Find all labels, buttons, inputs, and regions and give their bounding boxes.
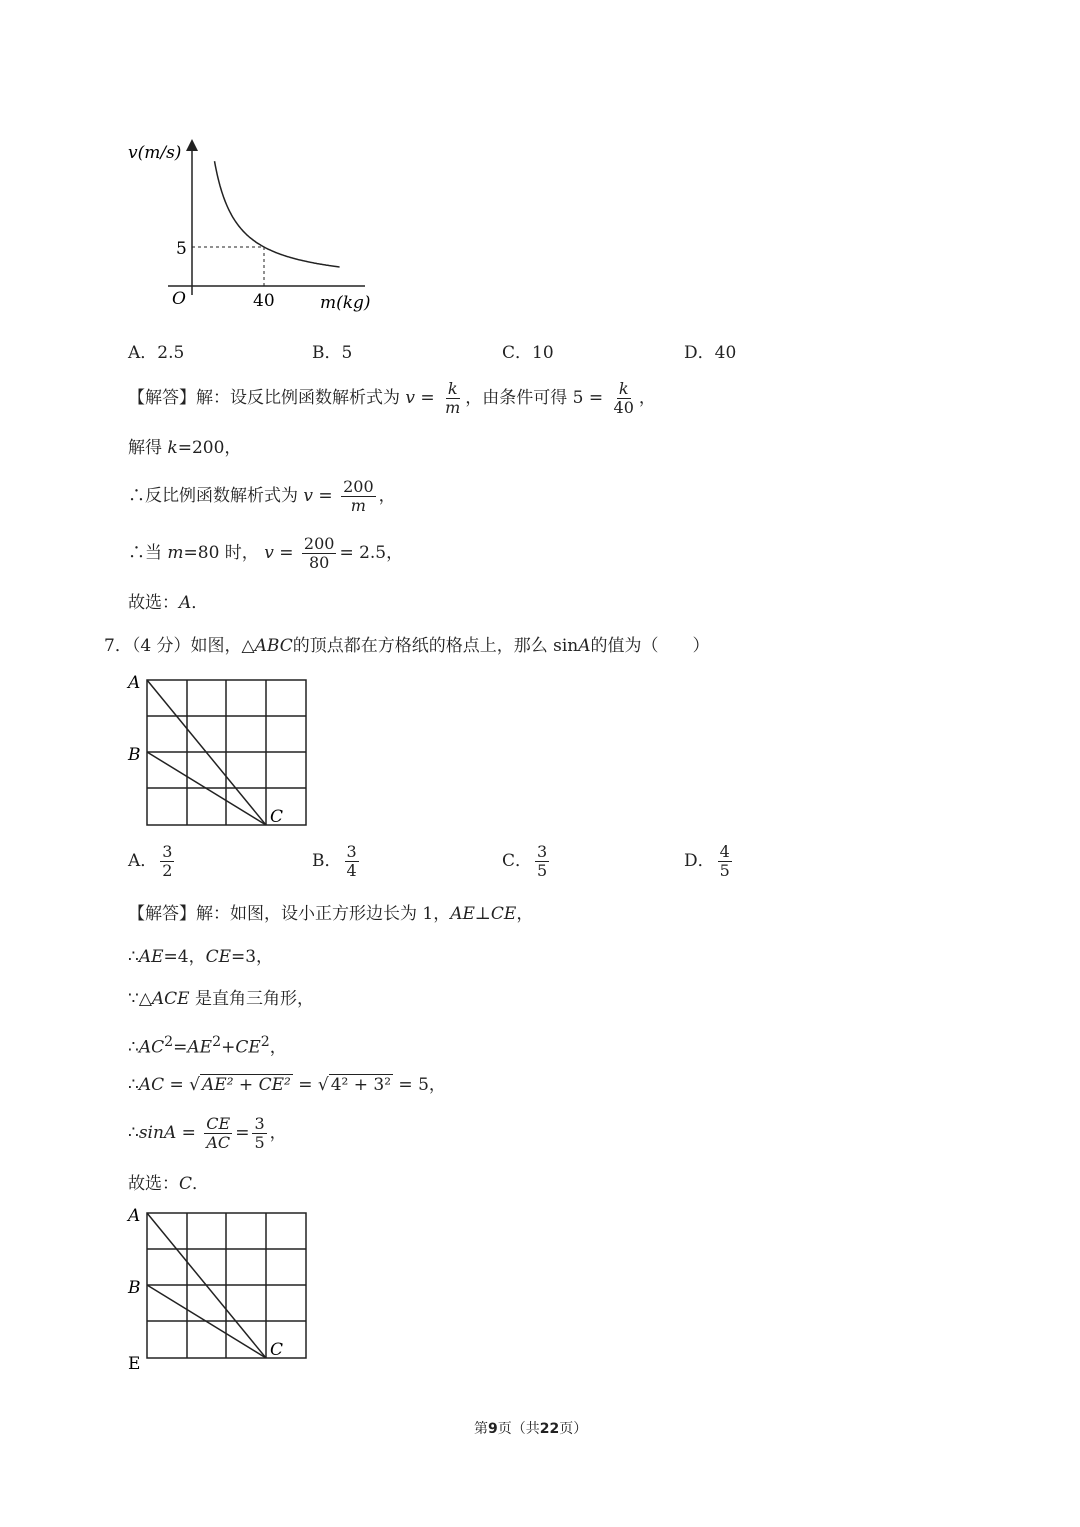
fraction-k-over-40: $\frac{k}{40}$: [613, 379, 634, 417]
option-letter: D．: [684, 343, 715, 363]
q6-solution-line1: 【解答】解：设反比例函数解析式为 v = $\frac{k}{m}$ ，由条件可得 5 = $\frac{k}{40}$ ，: [128, 379, 656, 417]
q6-option-b[interactable]: [312, 338, 352, 363]
option-fraction: $\frac{3}{2}$: [162, 842, 173, 880]
point-a-label: A: [128, 1206, 141, 1226]
q7-solution-line6: ∴sinA = $\frac{CE}{AC}$ = $\frac{3}{5}$ ，: [128, 1114, 287, 1152]
q7-option-c[interactable]: C． $\frac{3}{5}$: [502, 842, 548, 880]
option-letter: A．: [128, 343, 158, 363]
page-footer: 第9页（共22页）: [474, 1421, 588, 1437]
option-value: 40: [714, 343, 737, 363]
option-fraction: $\frac{4}{5}$: [719, 842, 730, 880]
fraction-200-over-m: $\frac{200}{m}$: [343, 477, 374, 515]
q6-solution-line4: ∴当 m=80 时， v = $\frac{200}{80}$ = 2.5，: [128, 534, 404, 572]
grid-lines: [147, 1213, 306, 1358]
y-axis-label: v(m/s): [128, 143, 182, 163]
point-b-label: B: [128, 745, 141, 765]
origin-label: O: [172, 289, 186, 309]
point-b-label: B: [128, 1278, 141, 1298]
q7-option-b[interactable]: B． $\frac{3}{4}$: [312, 842, 357, 880]
option-letter: C．: [502, 343, 533, 363]
q7-solution-line1: 【解答】解：如图，设小正方形边长为 1，AE⊥CE，: [128, 904, 534, 924]
q6-option-d[interactable]: [684, 338, 736, 363]
q7-option-d[interactable]: D． $\frac{4}{5}$: [684, 842, 730, 880]
fraction-200-over-80: $\frac{200}{80}$: [303, 534, 335, 572]
option-letter: B．: [312, 343, 342, 363]
q6-answer: 故选：A．: [128, 593, 209, 613]
velocity-mass-graph: [120, 130, 390, 320]
q7-stem: 7．（4 分）如图，△ABC的顶点都在方格纸的格点上，那么 sinA的值为（ ）: [104, 636, 710, 656]
q7-solution-line2: ∴AE=4，CE=3，: [128, 947, 274, 967]
fraction-ce-over-ac: $\frac{CE}{AC}$: [206, 1114, 231, 1152]
option-value: 10: [532, 343, 554, 363]
hyperbola-curve: [215, 161, 340, 267]
triangle-grid-figure: [124, 670, 314, 830]
triangle-grid-figure-with-e: [124, 1203, 314, 1373]
fraction-k-over-m: $\frac{k}{m}$: [445, 379, 461, 417]
option-value: 2.5: [157, 343, 185, 363]
option-fraction: $\frac{3}{5}$: [537, 842, 548, 880]
y-tick-5: 5: [176, 239, 187, 259]
option-value: 5: [341, 343, 353, 363]
point-a-label: A: [128, 673, 141, 693]
q7-solution-line4: $\therefore AC^2=AE^2+CE^2$，: [128, 1034, 287, 1058]
q7-option-a[interactable]: A． $\frac{3}{2}$: [128, 842, 173, 880]
q6-solution-line3: ∴反比例函数解析式为 v = $\frac{200}{m}$ ，: [128, 477, 396, 515]
q6-solution-line2: 解得 k=200，: [128, 438, 242, 458]
point-e-label: E: [128, 1354, 141, 1373]
q7-solution-line3: ∵△ACE 是直角三角形，: [128, 989, 314, 1009]
q7-solution-line5: ∴AC = √ AE² + CE² = √ 4² + 3² = 5，: [128, 1075, 446, 1095]
q6-option-a[interactable]: [128, 338, 184, 363]
q7-answer: 故选：C．: [128, 1174, 210, 1194]
x-axis-label: m(kg): [320, 293, 371, 313]
point-c-label: C: [270, 807, 284, 827]
option-fraction: $\frac{3}{4}$: [346, 842, 357, 880]
fraction-3-over-5: $\frac{3}{5}$: [254, 1114, 265, 1152]
grid-lines: [147, 680, 306, 825]
q6-option-c[interactable]: [502, 338, 554, 363]
point-c-label: C: [270, 1340, 284, 1360]
x-tick-40: 40: [253, 291, 275, 311]
